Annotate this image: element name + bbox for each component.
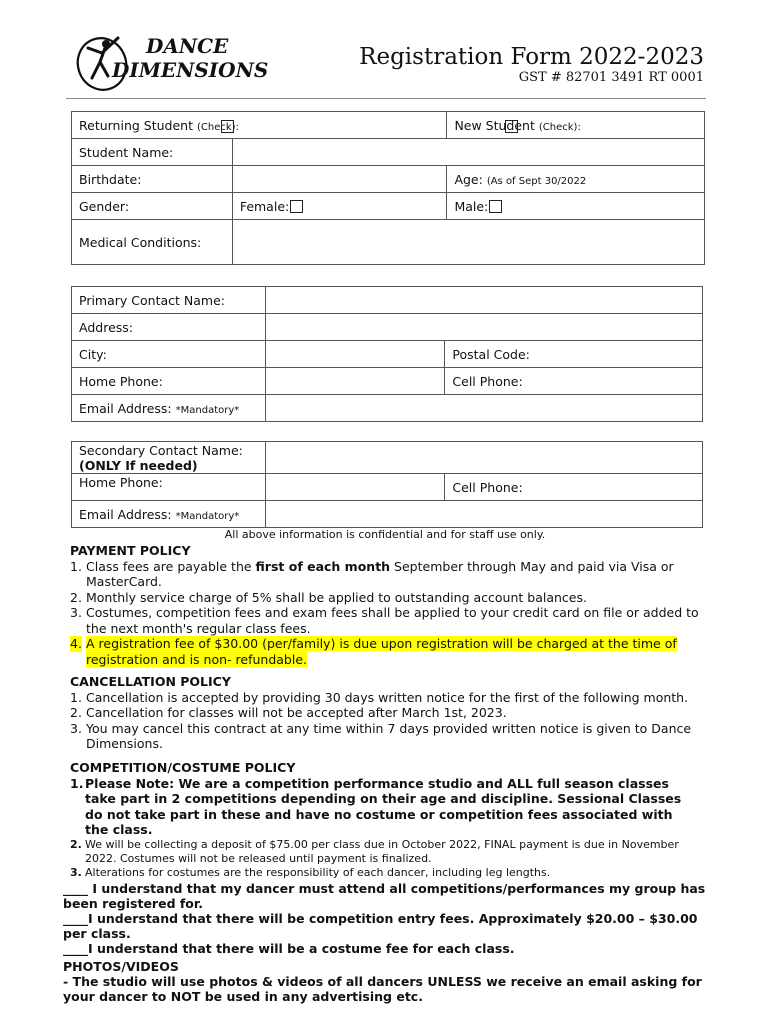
primary-contact-table	[71, 286, 703, 422]
logo-line-1: DANCE	[146, 34, 229, 58]
secondary-name-label-cell	[72, 442, 266, 474]
payment-policy	[70, 543, 700, 667]
male-checkbox[interactable]	[489, 200, 502, 213]
confidential-note: All above information is confidential and for staff use only.	[224, 528, 546, 541]
secondary-email-label: Email Address:	[79, 506, 172, 522]
ack-competitions: ____ I understand that my dancer must attend all competitions/performances my group has been registered for.	[63, 881, 706, 911]
address-field[interactable]	[265, 314, 702, 341]
cancellation-item-2: 2. Cancellation for classes will not be accepted after March 1st, 2023.	[70, 705, 507, 720]
photos-videos-policy	[63, 959, 713, 1004]
male-cell	[447, 193, 705, 220]
city-label: City:	[72, 341, 266, 368]
payment-item-2: 2. Monthly service charge of 5% shall be applied to outstanding account balances.	[70, 589, 587, 605]
secondary-name-field[interactable]	[265, 442, 702, 474]
returning-student-label: Returning Student	[79, 117, 193, 133]
student-info-table	[71, 111, 705, 265]
cancellation-heading: CANCELLATION POLICY	[70, 674, 231, 689]
returning-student-note: (Check):	[196, 121, 239, 133]
payment-item-1: 1. Class fees are payable the first of each month September through May and paid via Visa or MasterCard.	[70, 558, 674, 589]
cell-phone-field[interactable]: Cell Phone:	[445, 368, 703, 395]
payment-item-3: 3. Costumes, competition fees and exam fees shall be applied to your credit card on file or added to the next month's regular class fees.	[70, 605, 699, 636]
email-field[interactable]	[265, 395, 702, 422]
age-cell[interactable]	[447, 166, 705, 193]
female-label: Female:	[239, 198, 290, 214]
cancellation-item-1: 1. Cancellation is accepted by providing 30 days written notice for the first of the following month.	[70, 689, 689, 705]
secondary-contact-table	[71, 441, 703, 528]
postal-code-field[interactable]: Postal Code:	[445, 341, 703, 368]
competition-item-1: 1. Please Note: We are a competition performance studio and ALL full season classes take part in 2 competitions depending on their age and discipline. Sessional Classes do not take part in these and have no costume or competition fees associated with the class.	[70, 775, 682, 837]
secondary-email-note: *Mandatory*	[175, 510, 240, 522]
medical-conditions-field[interactable]	[232, 220, 704, 265]
acknowledgements	[63, 881, 713, 956]
secondary-home-phone-field[interactable]	[265, 474, 445, 501]
ack-costume-fee: ____I understand that there will be a costume fee for each class.	[63, 941, 515, 956]
primary-name-field[interactable]	[265, 287, 702, 314]
gender-label: Gender:	[72, 193, 233, 220]
photos-text: - The studio will use photos & videos of all dancers UNLESS we receive an email asking for your dancer to NOT be used in any advertising etc.	[63, 974, 702, 1004]
competition-item-2: 2. We will be collecting a deposit of $75.00 per class due in October 2022, FINAL payment is due in November 2022. Costumes will not be released until payment is finalized.	[70, 837, 679, 865]
email-mandatory-note: *Mandatory*	[175, 404, 240, 416]
email-label: Email Address:	[79, 400, 172, 416]
student-name-label: Student Name:	[72, 139, 233, 166]
logo-line-2: DIMENSIONS	[112, 58, 269, 82]
female-cell	[232, 193, 447, 220]
cancellation-item-3: 3. You may cancel this contract at any time within 7 days provided written notice is given to Dance Dimensions.	[70, 720, 692, 751]
new-student-note: (Check):	[538, 121, 581, 133]
payment-heading: PAYMENT POLICY	[70, 543, 191, 558]
returning-student-cell	[72, 112, 447, 139]
new-student-label: New Student	[454, 117, 535, 133]
male-label: Male:	[454, 198, 489, 214]
new-student-cell	[447, 112, 705, 139]
birthdate-field[interactable]	[232, 166, 447, 193]
returning-student-checkbox[interactable]	[221, 120, 234, 133]
age-label: Age:	[454, 171, 483, 187]
secondary-name-label: Secondary Contact Name:	[79, 442, 243, 458]
gst-number: GST # 82701 3491 RT 0001	[518, 70, 704, 85]
new-student-checkbox[interactable]	[505, 120, 518, 133]
student-name-field[interactable]	[232, 139, 704, 166]
home-phone-field[interactable]	[265, 368, 445, 395]
secondary-home-phone-label: Home Phone:	[72, 474, 266, 501]
secondary-email-label-cell	[72, 501, 266, 528]
payment-item-4: 4. A registration fee of $30.00 (per/family) is due upon registration will be charged at the time of registration and is non- refundable.	[70, 636, 677, 667]
address-label: Address:	[72, 314, 266, 341]
competition-policy	[70, 760, 700, 880]
photos-heading: PHOTOS/VIDEOS	[63, 959, 179, 974]
competition-heading: COMPETITION/COSTUME POLICY	[70, 760, 296, 775]
page-title: Registration Form 2022-2023	[359, 44, 704, 70]
primary-name-label: Primary Contact Name:	[72, 287, 266, 314]
competition-item-3: 3. Alterations for costumes are the responsibility of each dancer, including leg lengths.	[70, 865, 551, 879]
female-checkbox[interactable]	[290, 200, 303, 213]
home-phone-label: Home Phone:	[72, 368, 266, 395]
age-note: (As of Sept 30/2022	[486, 175, 587, 187]
birthdate-label: Birthdate:	[72, 166, 233, 193]
secondary-cell-phone-field[interactable]: Cell Phone:	[445, 474, 703, 501]
cancellation-policy	[70, 674, 700, 752]
header-divider	[66, 98, 706, 99]
logo-wordmark	[112, 34, 268, 82]
city-field[interactable]	[265, 341, 445, 368]
medical-conditions-label: Medical Conditions:	[72, 220, 233, 265]
secondary-email-field[interactable]	[265, 501, 702, 528]
secondary-name-note: (ONLY If needed)	[79, 457, 198, 473]
ack-entry-fees: ____I understand that there will be competition entry fees. Approximately $20.00 – $30.00 per class.	[63, 911, 698, 941]
email-label-cell	[72, 395, 266, 422]
